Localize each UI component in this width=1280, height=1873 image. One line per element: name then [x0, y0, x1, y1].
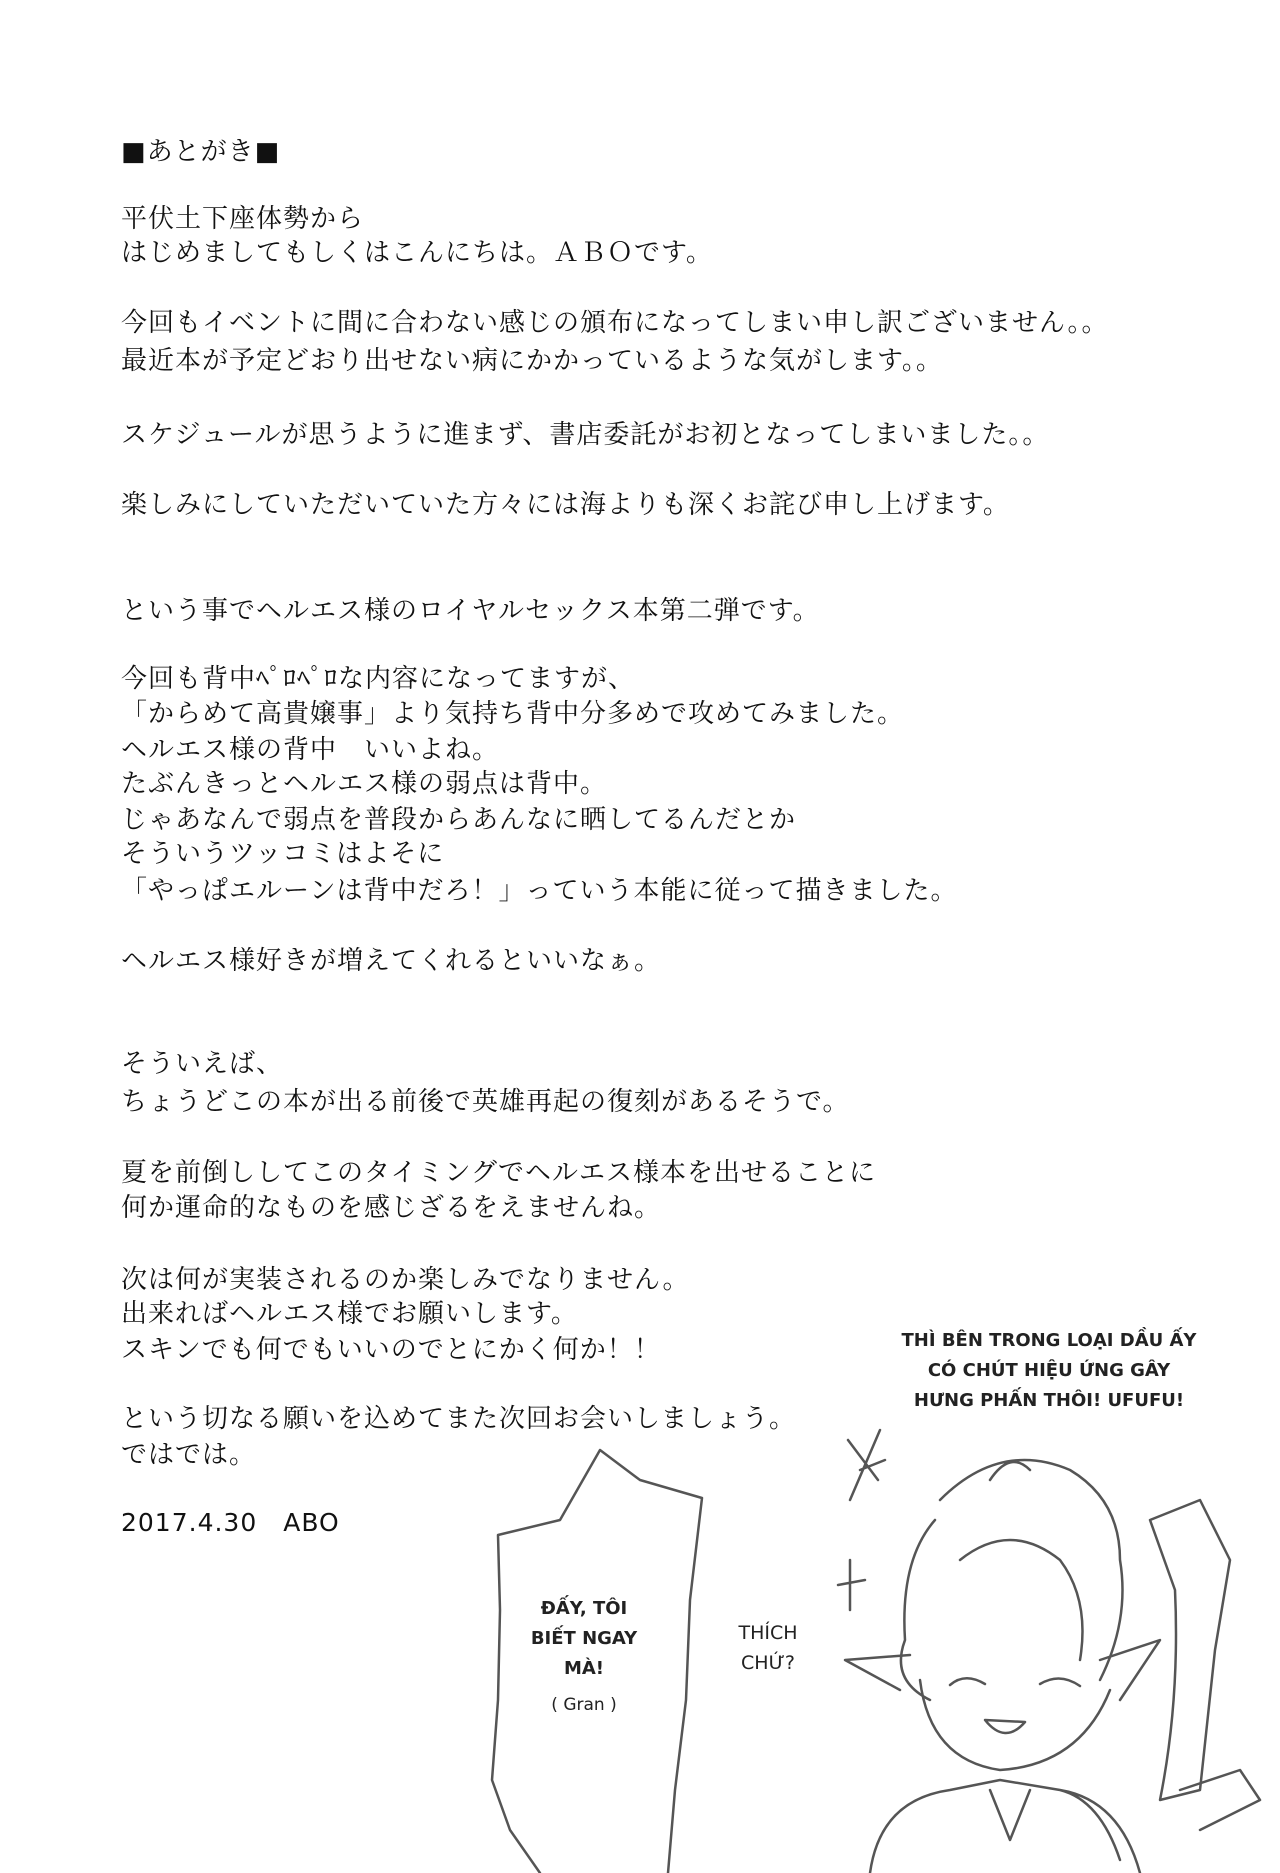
afterword-line: ヘルエス様の背中 いいよね。 [121, 735, 500, 765]
afterword-line: 今回もイベントに間に合わない感じの頒布になってしまい申し訳ございません。。 [121, 308, 1109, 338]
afterword-line: 「やっぱエルーンは背中だろ！」っていう本能に従って描きました。 [121, 876, 958, 906]
afterword-line: ではでは。 [121, 1440, 257, 1470]
afterword-line: という事でヘルエス様のロイヤルセックス本第二弾です。 [121, 596, 820, 626]
character-body [870, 1780, 1140, 1873]
speech-line: THÌ BÊN TRONG LOẠI DẦU ẤY [901, 1330, 1197, 1351]
afterword-line: はじめましてもしくはこんにちは。ＡＢＯです。 [121, 238, 713, 268]
speech-line: HƯNG PHẤN THÔI! UFUFU! [913, 1390, 1185, 1411]
character-weapon [1150, 1500, 1260, 1830]
afterword-line: スケジュールが思うように進まず、書店委託がお初となってしまいました。。 [121, 420, 1050, 450]
speech-line: CÓ CHÚT HIỆU ỨNG GÂY [927, 1360, 1171, 1381]
character-hair [901, 1460, 1123, 1700]
character-mouth [985, 1720, 1025, 1733]
speech-bubble-right [902, 1326, 1197, 1416]
afterword-line: 「からめて高貴嬢事」より気持ち背中分多めで攻めてみました。 [121, 699, 905, 729]
speech-line: BIẾT NGAY [530, 1628, 638, 1649]
afterword-line: 出来ればヘルエス様でお願いします。 [121, 1299, 578, 1329]
afterword-line: 楽しみにしていただいていた方々には海よりも深くお詫び申し上げます。 [121, 490, 1010, 520]
speech-line: THÍCH [738, 1622, 798, 1644]
sparkle-marks [838, 1430, 885, 1610]
afterword-line: たぶんきっとヘルエス様の弱点は背中。 [121, 769, 608, 799]
speech-line: ĐẤY, TÔI [540, 1598, 628, 1619]
afterword-line: 平伏土下座体勢から [121, 204, 365, 234]
character-face [920, 1680, 1110, 1770]
afterword-title: ■あとがき■ [121, 137, 281, 167]
afterword-line: そういうツッコミはよそに [121, 839, 445, 869]
afterword-line: ヘルエス様好きが増えてくれるといいなぁ。 [121, 946, 662, 976]
afterword-line: 何か運命的なものを感じざるをえませんね。 [121, 1193, 662, 1223]
speech-bubble-left [531, 1594, 637, 1720]
speech-bubble-middle [738, 1618, 797, 1678]
speaker-label: ( Gran ) [551, 1695, 617, 1715]
afterword-line: 今回も背中ﾍﾟﾛﾍﾟﾛな内容になってますが、 [121, 664, 636, 694]
afterword-line: スキンでも何でもいいのでとにかく何か！！ [121, 1335, 661, 1365]
afterword-line: という切なる願いを込めてまた次回お会いしましょう。 [121, 1404, 797, 1434]
afterword-line: そういえば、 [121, 1049, 284, 1079]
afterword-signature: 2017.4.30 ABO [121, 1508, 340, 1537]
afterword-line: じゃあなんで弱点を普段からあんなに晒してるんだとか [121, 805, 797, 835]
character-eyes [950, 1678, 1080, 1686]
afterword-line: ちょうどこの本が出る前後で英雄再起の復刻があるそうで。 [121, 1087, 850, 1117]
afterword-line: 夏を前倒ししてこのタイミングでヘルエス様本を出せることに [121, 1158, 876, 1188]
speech-line: MÀ! [563, 1658, 605, 1679]
speech-line: CHỨ? [741, 1652, 795, 1674]
afterword-line: 次は何が実装されるのか楽しみでなりません。 [121, 1265, 690, 1295]
afterword-line: 最近本が予定どおり出せない病にかかっているような気がします。。 [121, 346, 943, 376]
